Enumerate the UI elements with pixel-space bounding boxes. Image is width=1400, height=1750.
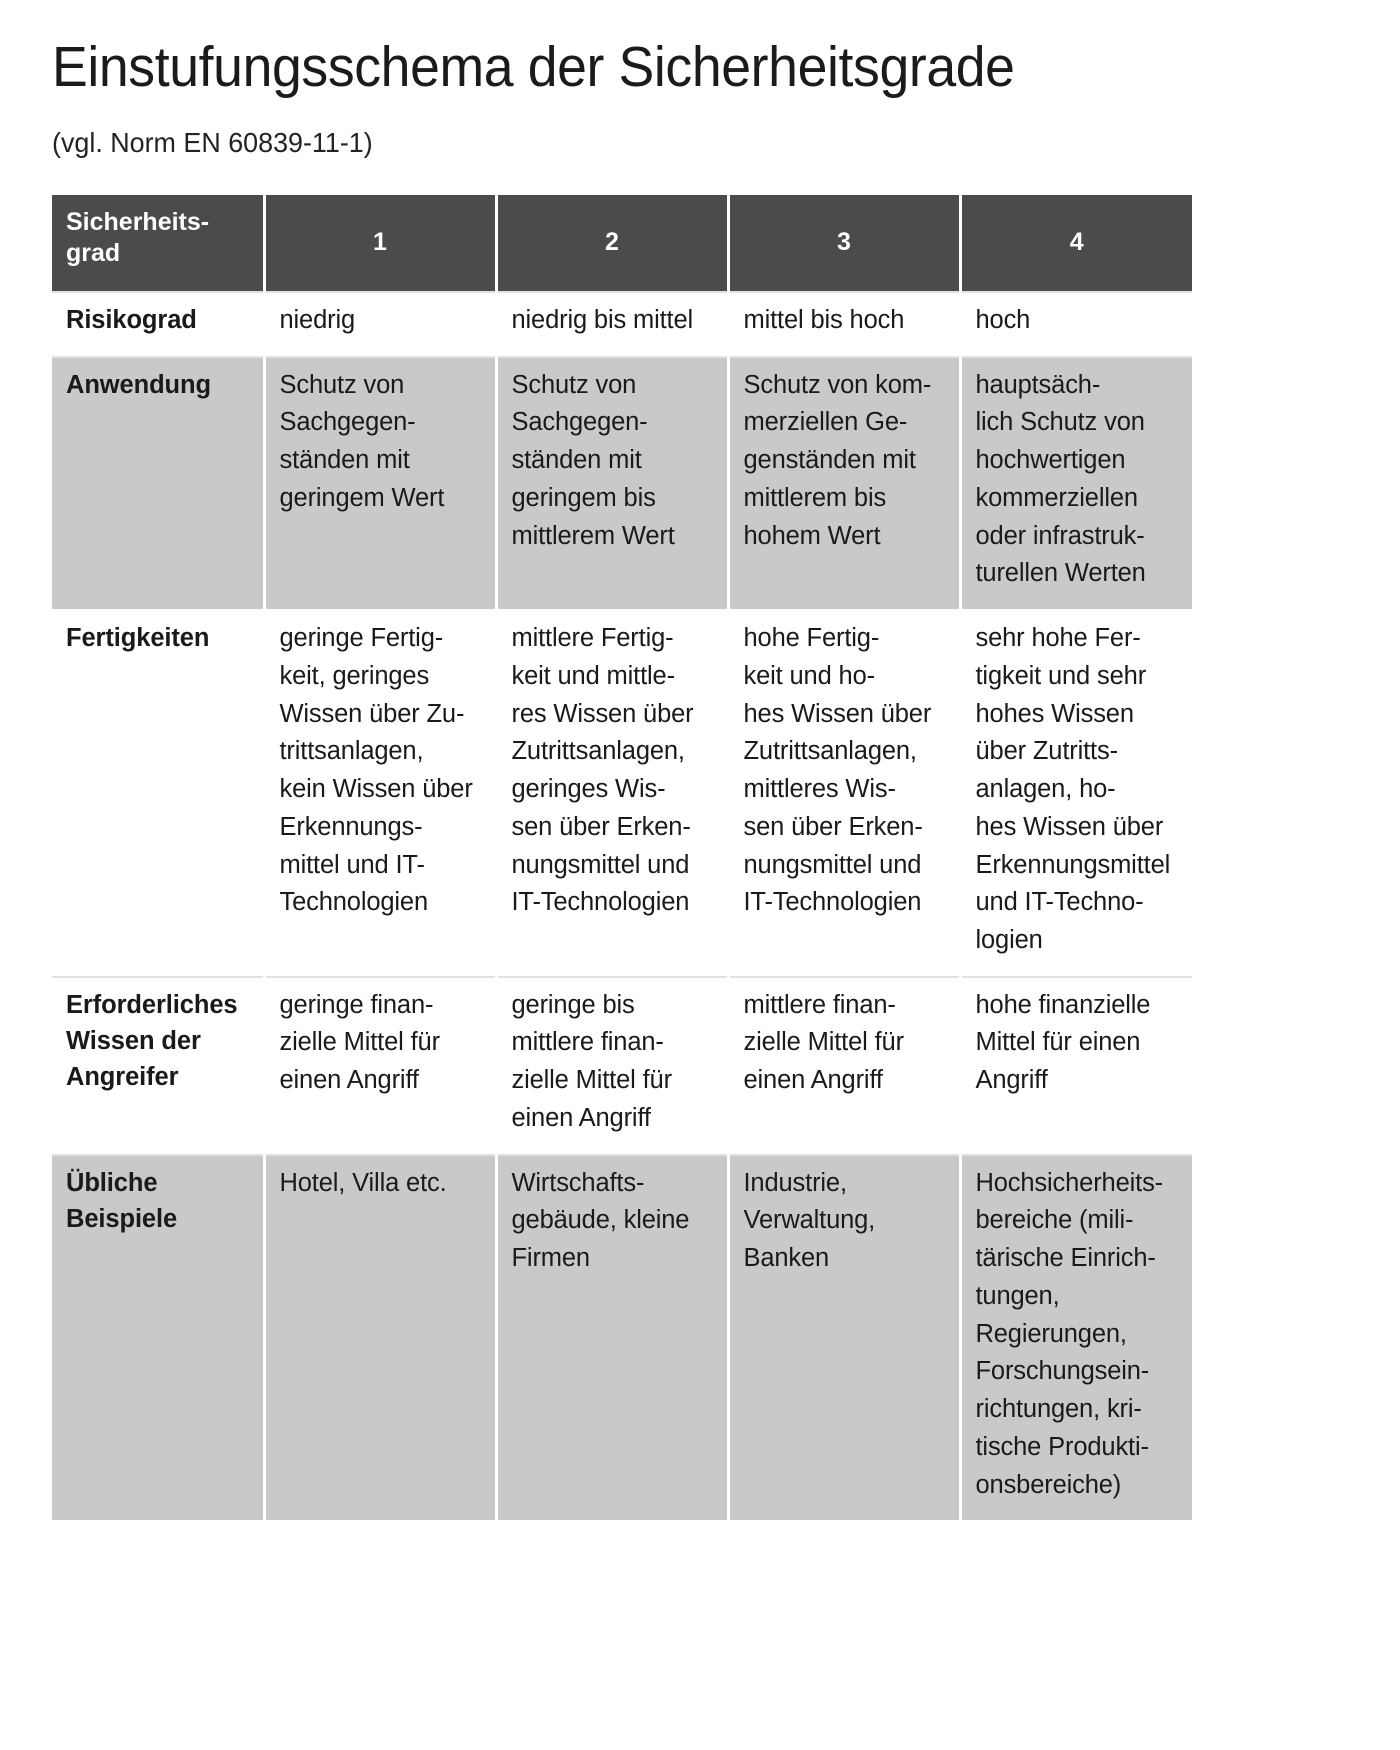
table-cell-line: lich Schutz von bbox=[975, 408, 1145, 437]
row-label-line: Risikograd bbox=[66, 306, 197, 334]
table-header-row bbox=[52, 195, 1192, 292]
table-cell-line: onsbereiche) bbox=[975, 1470, 1122, 1499]
table-cell-line: Regierungen, bbox=[975, 1319, 1127, 1348]
table-cell-line: zielle Mittel für bbox=[743, 1028, 904, 1057]
table-cell-line: Hotel, Villa etc. bbox=[279, 1168, 447, 1197]
table-cell-line: niedrig bbox=[279, 306, 355, 334]
header-cell-grade-4: 4 bbox=[960, 195, 1192, 292]
table-cell bbox=[728, 610, 960, 977]
table-cell-line: ständen mit bbox=[511, 446, 642, 475]
table-cell-line: IT-Technologien bbox=[743, 888, 922, 917]
table-cell-line: hauptsäch- bbox=[975, 370, 1101, 399]
table-cell bbox=[960, 610, 1192, 977]
table-cell bbox=[264, 977, 496, 1155]
table-cell-line: Wirtschafts- bbox=[511, 1168, 645, 1197]
row-label bbox=[52, 977, 264, 1155]
table-cell-line: gebäude, kleine bbox=[511, 1206, 690, 1235]
table-cell-line: geringe bis bbox=[511, 990, 635, 1019]
table-cell-line: nungsmittel und bbox=[511, 850, 690, 879]
table-cell-line: hohe Fertig- bbox=[743, 624, 880, 653]
table-cell-line: Sachgegen- bbox=[511, 408, 648, 437]
table-cell-line: keit und mittle- bbox=[511, 661, 675, 690]
table-cell bbox=[496, 357, 728, 610]
row-label bbox=[52, 357, 264, 610]
table-cell-line: über Zutritts- bbox=[975, 737, 1118, 766]
table-cell bbox=[264, 1155, 496, 1522]
page-subtitle: (vgl. Norm EN 60839-11-1) bbox=[52, 127, 373, 158]
table-cell-line: und IT-Techno- bbox=[975, 888, 1144, 917]
table-cell-line: tärische Einrich- bbox=[975, 1244, 1156, 1273]
table-cell-line: oder infrastruk- bbox=[975, 521, 1145, 550]
table-cell-line: Schutz von kom- bbox=[743, 370, 932, 399]
table-cell bbox=[496, 1155, 728, 1522]
header-cell-grade-3: 3 bbox=[728, 195, 960, 292]
header-cell-grade-2: 2 bbox=[496, 195, 728, 292]
row-label-line: Fertigkeiten bbox=[66, 624, 210, 653]
table-cell bbox=[264, 357, 496, 610]
header-cell-sicherheitsgrad bbox=[52, 195, 264, 292]
header-label-line1: Sicherheits- bbox=[66, 208, 210, 236]
table-cell-line: kommerziellen bbox=[975, 483, 1138, 512]
table-cell-line: keit und ho- bbox=[743, 661, 875, 690]
table-cell-line: merziellen Ge- bbox=[743, 408, 908, 437]
table-cell-line: Erkennungsmittel bbox=[975, 850, 1171, 879]
table-cell-line: tigkeit und sehr bbox=[975, 661, 1147, 690]
table-cell-line: bereiche (mili- bbox=[975, 1206, 1134, 1235]
row-label-line: Angreifer bbox=[66, 1063, 179, 1092]
table-cell-line: anlagen, ho- bbox=[975, 775, 1116, 804]
row-label bbox=[52, 610, 264, 977]
table-cell bbox=[496, 610, 728, 977]
table-cell-line: Banken bbox=[743, 1244, 830, 1273]
table-cell-line: Angriff bbox=[975, 1066, 1048, 1095]
row-label-line: Erforderliches bbox=[66, 990, 238, 1019]
table-cell-line: Erkennungs- bbox=[279, 812, 423, 841]
table-cell-line: sehr hohe Fer- bbox=[975, 624, 1141, 653]
table-cell-line: geringes Wis- bbox=[511, 775, 666, 804]
page-title: Einstufungsschema der Sicherheitsgrade bbox=[52, 35, 1015, 99]
table-cell-line: geringe Fertig- bbox=[279, 624, 444, 653]
header-label-line2: grad bbox=[66, 238, 121, 267]
table-cell-line: trittsanlagen, bbox=[279, 737, 424, 766]
row-label-line: Übliche bbox=[66, 1168, 158, 1197]
table-cell-line: IT-Technologien bbox=[511, 888, 690, 917]
table-cell-line: hochwertigen bbox=[975, 446, 1126, 475]
row-label-line: Beispiele bbox=[66, 1204, 178, 1233]
table-cell bbox=[960, 357, 1192, 610]
table-cell-line: einen Angriff bbox=[511, 1103, 651, 1132]
table-body bbox=[52, 292, 1192, 1521]
table-row bbox=[52, 357, 1192, 610]
table-cell-line: logien bbox=[975, 926, 1043, 955]
row-label-line: Anwendung bbox=[66, 370, 211, 399]
header-cell-grade-1: 1 bbox=[264, 195, 496, 292]
table-cell-line: sen über Erken- bbox=[743, 812, 923, 841]
table-cell bbox=[496, 977, 728, 1155]
table-cell-line: tungen, bbox=[975, 1281, 1060, 1310]
row-label-line: Wissen der bbox=[66, 1026, 201, 1055]
table-header bbox=[52, 195, 1192, 292]
table-cell-line: ständen mit bbox=[279, 446, 410, 475]
table-cell-line: geringem Wert bbox=[279, 483, 445, 512]
table-cell-line: hoch bbox=[975, 306, 1031, 334]
table-cell-line: mittlere finan- bbox=[511, 1028, 664, 1057]
table-cell-line: hohem Wert bbox=[743, 521, 881, 550]
table-cell-line: mittlerem bis bbox=[743, 483, 887, 512]
table-cell-line: Industrie, bbox=[743, 1168, 847, 1197]
table-cell-line: geringe finan- bbox=[279, 990, 434, 1019]
table-cell bbox=[960, 1155, 1192, 1522]
table-cell bbox=[728, 292, 960, 357]
table-cell-line: mittel und IT- bbox=[279, 850, 425, 879]
table-cell bbox=[496, 292, 728, 357]
row-label bbox=[52, 292, 264, 357]
table-cell-line: Zutrittsanlagen, bbox=[511, 737, 685, 766]
table-cell-line: Hochsicherheits- bbox=[975, 1168, 1164, 1197]
table-cell-line: zielle Mittel für bbox=[511, 1066, 672, 1095]
table-cell bbox=[264, 292, 496, 357]
table-cell-line: kein Wissen über bbox=[279, 775, 473, 804]
table-cell-line: Firmen bbox=[511, 1244, 590, 1273]
table-cell-line: geringem bis bbox=[511, 483, 656, 512]
table-cell-line: keit, geringes bbox=[279, 661, 430, 690]
table-cell-line: Technologien bbox=[279, 888, 428, 917]
table-cell-line: mittleres Wis- bbox=[743, 775, 896, 804]
table-cell bbox=[960, 292, 1192, 357]
table-cell-line: genständen mit bbox=[743, 446, 916, 475]
table-cell-line: nungsmittel und bbox=[743, 850, 922, 879]
table-cell bbox=[264, 610, 496, 977]
table-cell-line: mittlerem Wert bbox=[511, 521, 675, 550]
table-cell-line: niedrig bis mittel bbox=[511, 306, 694, 334]
row-label bbox=[52, 1155, 264, 1522]
table-cell-line: Forschungsein- bbox=[975, 1357, 1150, 1386]
table-cell bbox=[728, 357, 960, 610]
security-grade-table bbox=[52, 195, 1192, 1522]
security-grade-table-wrapper bbox=[52, 195, 1192, 1522]
table-row bbox=[52, 1155, 1192, 1522]
table-cell bbox=[960, 977, 1192, 1155]
table-cell-line: hes Wissen über bbox=[743, 699, 932, 728]
table-cell-line: mittlere Fertig- bbox=[511, 624, 674, 653]
table-row bbox=[52, 292, 1192, 357]
table-row bbox=[52, 977, 1192, 1155]
table-cell-line: mittel bis hoch bbox=[743, 306, 905, 334]
table-row bbox=[52, 610, 1192, 977]
table-cell-line: Wissen über Zu- bbox=[279, 699, 465, 728]
table-cell-line: Verwaltung, bbox=[743, 1206, 876, 1235]
table-cell bbox=[728, 977, 960, 1155]
table-cell-line: Sachgegen- bbox=[279, 408, 416, 437]
table-cell-line: zielle Mittel für bbox=[279, 1028, 440, 1057]
table-cell-line: hohes Wissen bbox=[975, 699, 1134, 728]
table-cell-line: Schutz von bbox=[279, 370, 405, 399]
table-cell-line: Schutz von bbox=[511, 370, 637, 399]
table-cell-line: sen über Erken- bbox=[511, 812, 691, 841]
table-cell bbox=[728, 1155, 960, 1522]
table-cell-line: Mittel für einen bbox=[975, 1028, 1141, 1057]
table-cell-line: res Wissen über bbox=[511, 699, 694, 728]
table-cell-line: hes Wissen über bbox=[975, 812, 1164, 841]
table-cell-line: turellen Werten bbox=[975, 559, 1146, 588]
table-cell-line: richtungen, kri- bbox=[975, 1395, 1142, 1424]
table-cell-line: Zutrittsanlagen, bbox=[743, 737, 917, 766]
table-cell-line: mittlere finan- bbox=[743, 990, 896, 1019]
table-cell-line: einen Angriff bbox=[279, 1066, 419, 1095]
table-cell-line: hohe finanzielle bbox=[975, 990, 1151, 1019]
table-cell-line: einen Angriff bbox=[743, 1066, 883, 1095]
table-cell-line: tische Produkti- bbox=[975, 1432, 1149, 1461]
